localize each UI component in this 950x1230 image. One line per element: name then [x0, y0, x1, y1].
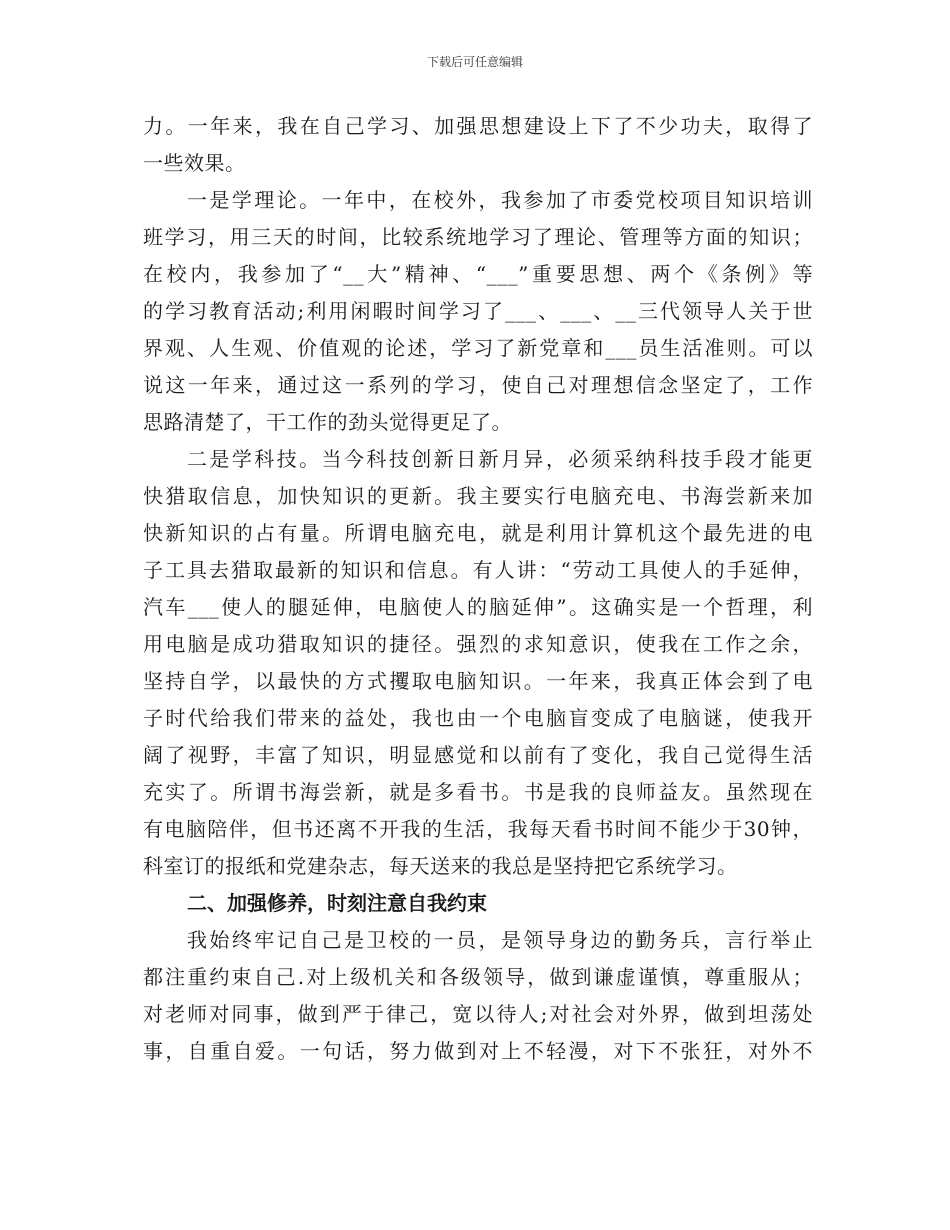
section-heading: 二、加强修养，时刻注意自我约束	[187, 891, 487, 915]
text-line: 的学习教育活动;利用闲暇时间学习了___、___、__三代领导人关于世	[143, 299, 813, 323]
text-line: 思路清楚了，干工作的劲头觉得更足了。	[143, 410, 512, 434]
text-line: 坚持自学，以最快的方式攫取电脑知识。一年来，我真正体会到了电	[143, 669, 813, 693]
text-line: 阔了视野，丰富了知识，明显感觉和以前有了变化，我自己觉得生活	[143, 743, 813, 767]
document-body	[143, 108, 813, 1070]
text-line: 科室订的报纸和党建杂志，每天送来的我总是坚持把它系统学习。	[143, 854, 738, 878]
text-line: 都注重约束自己.对上级机关和各级领导，做到谦虚谨慎，尊重服从；	[143, 965, 813, 989]
text-line: 说这一年来，通过这一系列的学习，使自己对理想信念坚定了，工作	[143, 373, 813, 397]
text-line: 快猎取信息，加快知识的更新。我主要实行电脑充电、书海尝新来加	[143, 484, 813, 508]
paragraph-start-line: 一是学理论。一年中，在校外，我参加了市委党校项目知识培训	[187, 188, 813, 212]
text-line: 力。一年来，我在自己学习、加强思想建设上下了不少功夫，取得了	[143, 114, 813, 138]
text-line: 界观、人生观、价值观的论述，学习了新党章和___员生活准则。可以	[143, 336, 813, 360]
text-line: 在校内，我参加了“__大”精神、“___”重要思想、两个《条例》等	[143, 262, 813, 286]
text-line: 一些效果。	[143, 151, 246, 175]
text-line: 班学习，用三天的时间，比较系统地学习了理论、管理等方面的知识；	[143, 225, 813, 249]
text-line: 有电脑陪伴，但书还离不开我的生活，我每天看书时间不能少于30钟，	[143, 817, 813, 841]
text-line: 事，自重自爱。一句话，努力做到对上不轻漫，对下不张狂，对外不	[143, 1039, 813, 1063]
paragraph-start-line: 二是学科技。当今科技创新日新月异，必须采纳科技手段才能更	[187, 447, 813, 471]
text-line: 用电脑是成功猎取知识的捷径。强烈的求知意识，使我在工作之余，	[143, 632, 813, 656]
page-header: 下载后可任意编辑	[426, 55, 523, 69]
text-line: 对老师对同事，做到严于律己，宽以待人;对社会对外界，做到坦荡处	[143, 1002, 813, 1026]
text-line: 充实了。所谓书海尝新，就是多看书。书是我的良师益友。虽然现在	[143, 780, 813, 804]
text-line: 汽车___使人的腿延伸，电脑使人的脑延伸”。这确实是一个哲理，利	[143, 595, 813, 619]
paragraph-start-line: 我始终牢记自己是卫校的一员，是领导身边的勤务兵，言行举止	[187, 928, 813, 952]
text-line: 快新知识的占有量。所谓电脑充电，就是利用计算机这个最先进的电	[143, 521, 813, 545]
text-line: 子工具去猎取最新的知识和信息。有人讲：“劳动工具使人的手延伸，	[143, 558, 813, 582]
text-line: 子时代给我们带来的益处，我也由一个电脑盲变成了电脑谜，使我开	[143, 706, 813, 730]
